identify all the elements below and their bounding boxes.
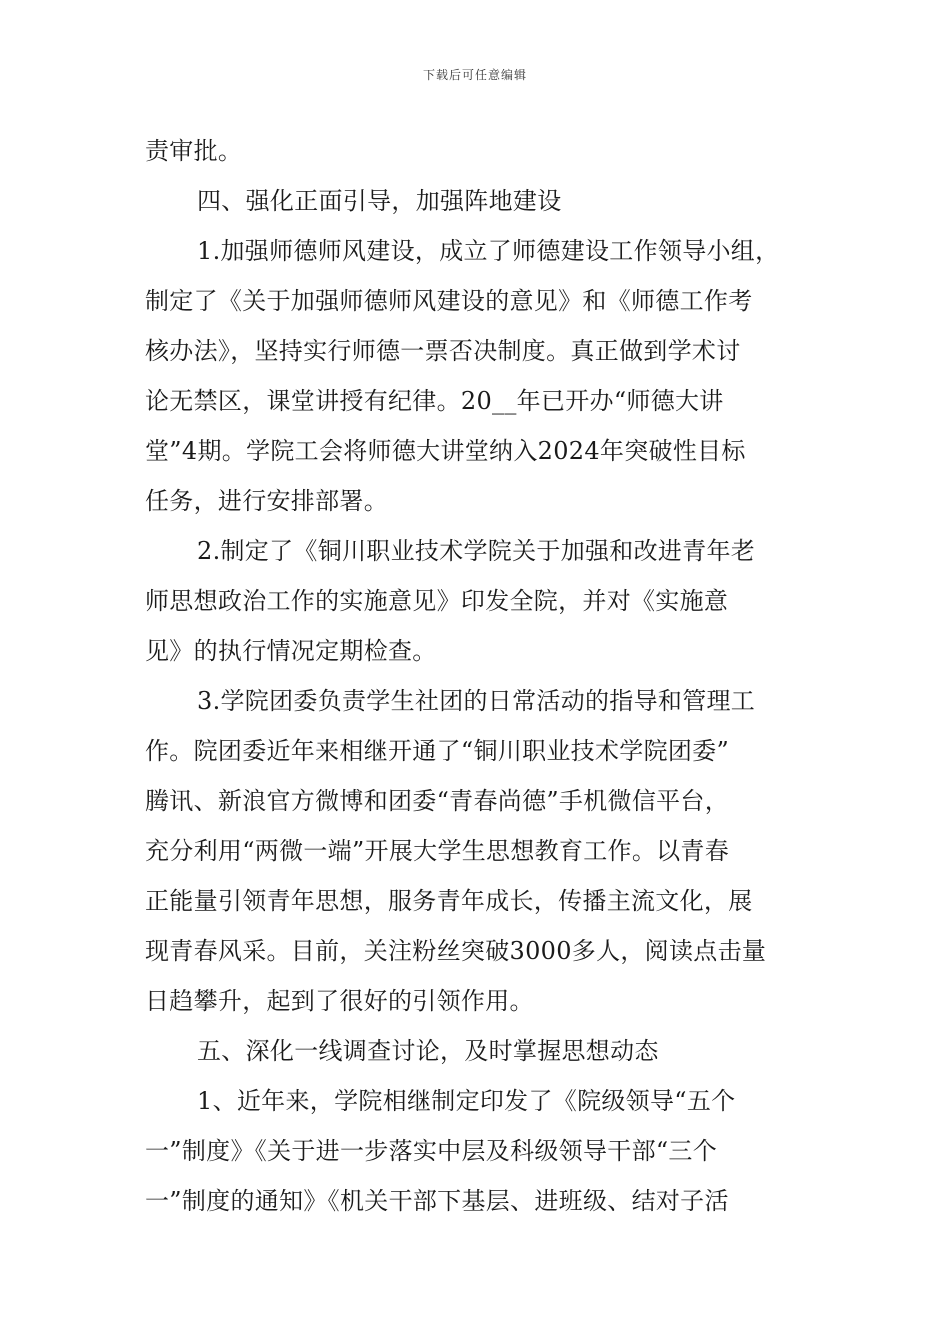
section-heading: 四、强化正面引导，加强阵地建设 — [197, 187, 562, 215]
page-header-note: 下载后可任意编辑 — [422, 68, 527, 82]
text-line: 核办法》，坚持实行师德一票否决制度。真正做到学术讨 — [145, 337, 741, 365]
text-line: 见》的执行情况定期检查。 — [145, 637, 437, 665]
text-line: 现青春风采。目前，关注粉丝突破3000多人，阅读点击量 — [145, 937, 767, 965]
text-line: 日趋攀升，起到了很好的引领作用。 — [145, 987, 534, 1015]
text-line: 师思想政治工作的实施意见》印发全院，并对《实施意 — [145, 587, 729, 615]
text-line: 论无禁区，课堂讲授有纪律。20__年已开办“师德大讲 — [145, 387, 724, 415]
text-line: 任务，进行安排部署。 — [145, 487, 388, 515]
text-line: 责审批。 — [145, 137, 243, 165]
text-line: 腾讯、新浪官方微博和团委“青春尚德”手机微信平台， — [145, 787, 730, 815]
paragraph-start: 3.学院团委负责学生社团的日常活动的指导和管理工 — [197, 687, 756, 715]
paragraph-start: 1.加强师德师风建设，成立了师德建设工作领导小组， — [197, 237, 780, 265]
section-heading: 五、深化一线调查讨论，及时掌握思想动态 — [197, 1037, 659, 1065]
paragraph-start: 1、近年来，学院相继制定印发了《院级领导“五个 — [197, 1087, 736, 1115]
text-line: 堂”4期。学院工会将师德大讲堂纳入2024年突破性目标 — [145, 437, 746, 465]
text-line: 制定了《关于加强师德师风建设的意见》和《师德工作考 — [145, 287, 753, 315]
text-line: 一”制度》《关于进一步落实中层及科级领导干部“三个 — [145, 1137, 718, 1165]
document-body — [145, 126, 825, 1226]
text-line: 作。院团委近年来相继开通了“铜川职业技术学院团委” — [145, 737, 730, 765]
text-line: 一”制度的通知》《机关干部下基层、进班级、结对子活 — [145, 1187, 729, 1215]
paragraph-start: 2.制定了《铜川职业技术学院关于加强和改进青年老 — [197, 537, 756, 565]
text-line: 充分利用“两微一端”开展大学生思想教育工作。以青春 — [145, 837, 730, 865]
text-line: 正能量引领青年思想，服务青年成长，传播主流文化，展 — [145, 887, 753, 915]
